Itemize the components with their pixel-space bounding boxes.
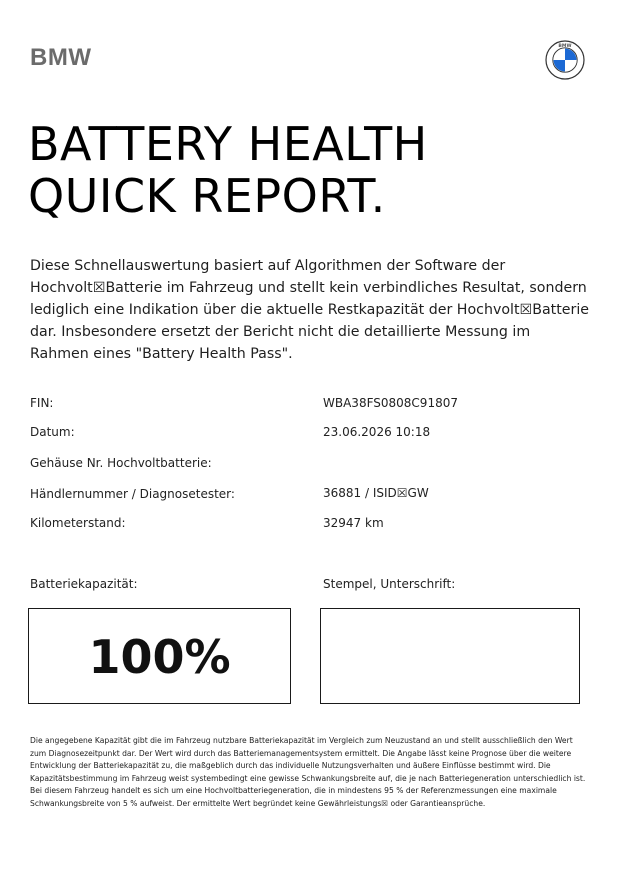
capacity-label: Batteriekapazität: (30, 577, 138, 591)
dealer-label: Händlernummer / Diagnosetester: (30, 487, 235, 501)
date-label: Datum: (30, 425, 75, 439)
mileage-label: Kilometerstand: (30, 516, 126, 530)
housing-label: Gehäuse Nr. Hochvoltbatterie: (30, 456, 212, 470)
intro-paragraph: Diese Schnellauswertung basiert auf Algorithmen der Software der Hochvolt☒Batterie im Fahrzeug und stellt kein verbindliches Resultat, sondern lediglich eine Indikation über die aktuelle Restkapazität der Hochvolt☒Batterie dar. Insbesondere ersetzt der Bericht nicht die detaillierte Messung im Rahmen eines "Battery Health Pass". (30, 258, 590, 362)
stamp-signature-box (320, 608, 580, 704)
page-title (28, 118, 428, 222)
stamp-label: Stempel, Unterschrift: (323, 577, 456, 591)
date-value: 23.06.2026 10:18 (323, 425, 431, 439)
brand-wordmark: BMW (30, 44, 92, 71)
capacity-box (28, 608, 291, 704)
fin-label: FIN: (30, 396, 54, 410)
title-line-1: BATTERY HEALTH (28, 117, 428, 171)
title-line-2: QUICK REPORT. (28, 169, 386, 223)
capacity-value: 100% (88, 630, 231, 684)
logo-letters: BMW (558, 44, 572, 50)
bmw-logo-icon (545, 40, 585, 80)
dealer-value: 36881 / ISID☒GW (323, 486, 429, 500)
mileage-value: 32947 km (323, 516, 384, 530)
disclaimer-text: Die angegebene Kapazität gibt die im Fahrzeug nutzbare Batteriekapazität im Vergleich zum Neuzustand an und stellt ausschließlich den Wert zum Diagnosezeitpunkt dar. Der Wert wird durch das Batteriemanagementsystem ermittelt. Die Angabe lässt keine Prognose über die weitere Entwicklung der Batteriekapazität zu, die maßgeblich durch das individuelle Nutzungsverhalten und äußere Einflüsse bestimmt wird. Die Kapazitätsbestimmung im Fahrzeug weist systembedingt eine gewisse Schwankungsbreite auf, die je nach Batteriegeneration unterschiedlich ist. Bei diesem Fahrzeug handelt es sich um eine Hochvoltbatteriegeneration, die in mindestens 95 % der Referenzmessungen eine maximale Schwankungsbreite von 5 % aufweist. Der ermittelte Wert begründet keine Gewährleistungs☒ oder Garantieansprüche. (30, 736, 586, 808)
fin-value: WBA38FS0808C91807 (323, 396, 458, 410)
